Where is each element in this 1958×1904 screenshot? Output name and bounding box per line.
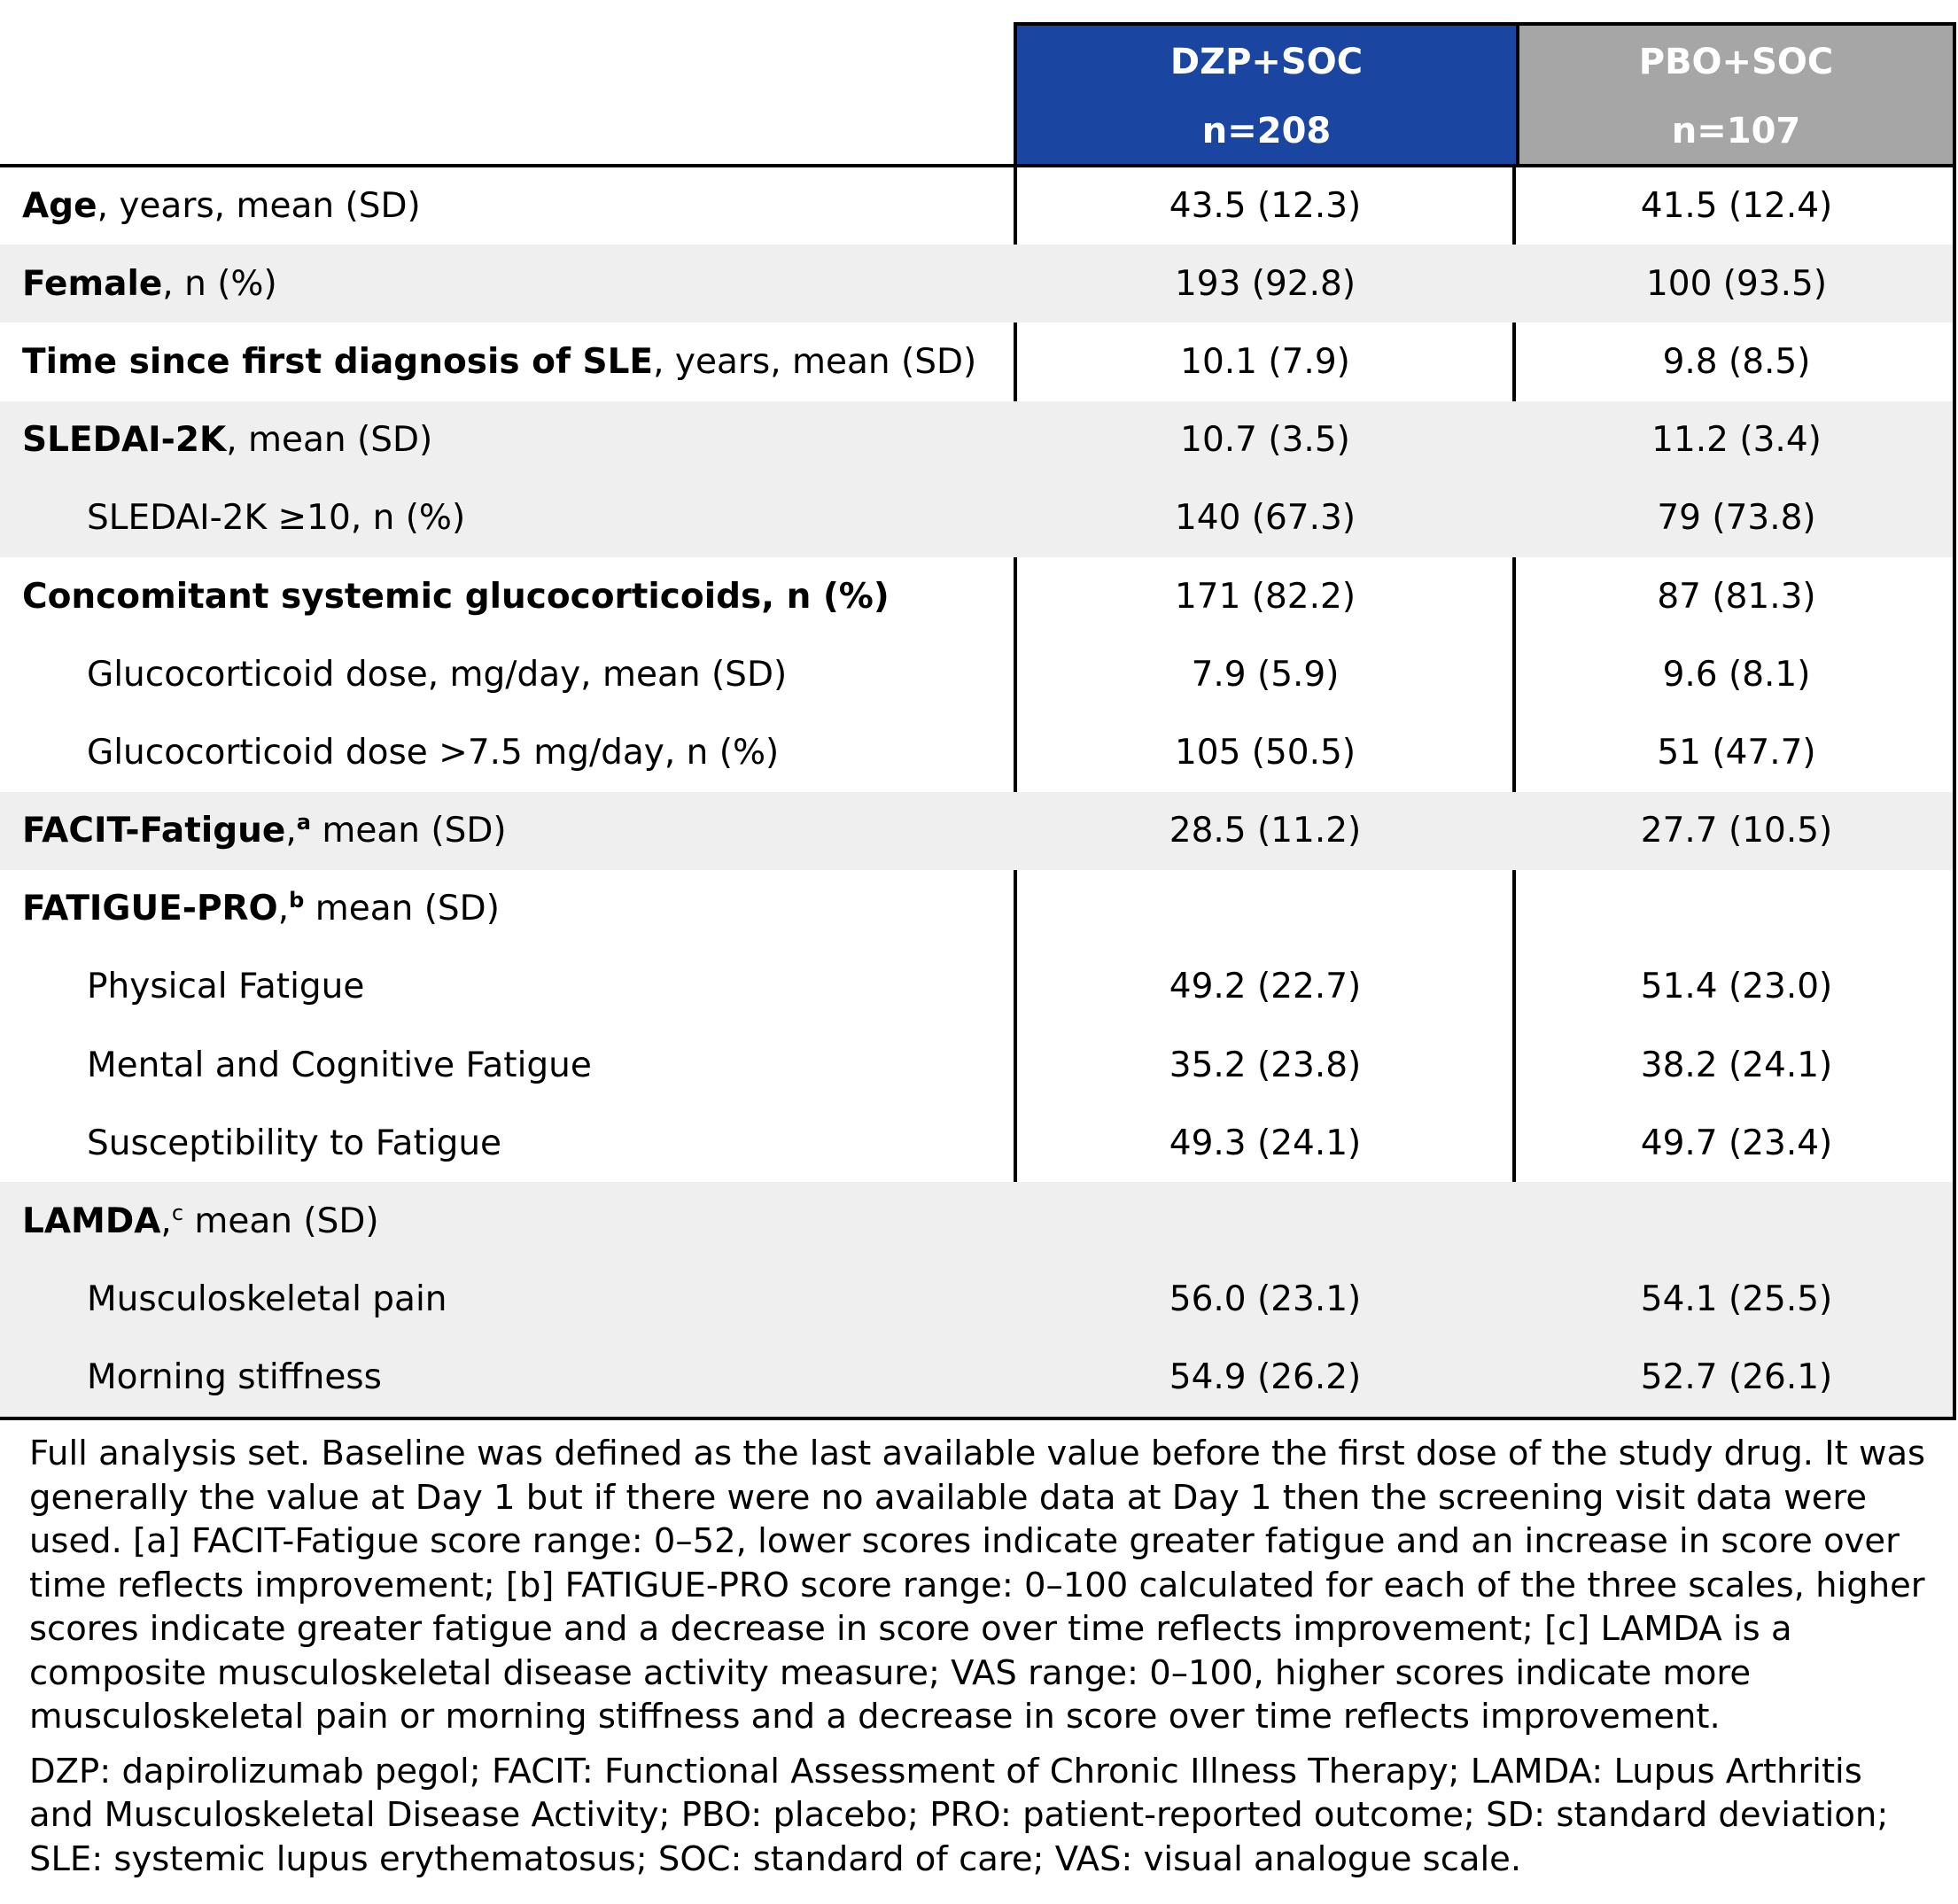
row-label: FATIGUE-PRO,$^b$ mean (SD) [22,888,500,929]
pbo-value: 51.4 (23.0) [1640,967,1833,1007]
row-label [22,342,976,382]
table-row [0,948,1953,1026]
row-label-detail: , mean (SD) [226,420,433,461]
row-label-bold: Age [22,185,97,226]
row-label-bold: SLEDAI-2K [22,420,227,461]
table-row [0,479,1953,557]
header-pbo-title: PBO+SOC [1638,41,1834,82]
row-label [22,420,432,460]
row-label: Glucocorticoid dose >7.5 mg/day, n (%) [87,732,780,773]
table-row [0,1261,1953,1339]
table-row [0,1339,1953,1417]
row-label: Glucocorticoid dose, mg/day, mean (SD) [87,654,788,695]
header-dzp-title: DZP+SOC [1169,41,1364,82]
footnote-main: Full analysis set. Baseline was defined as the last available value before the first dose of the study drug. It was generally the value at Day 1 but if there were no available data at Day 1 then the screening visit data were used. [a] FACIT-Fatigue score range: 0–52, lower scores indicate greater fatigue and an increase in score over time reflects improvement; [b] FATIGUE-PRO score range: 0–100 calculated for each of the three scales, higher scores indicate greater fatigue and a decrease in score over time reflects improvement; [c] LAMDA is a composite musculoskeletal disease activity measure; VAS range: 0–100, higher scores indicate more musculoskeletal pain or morning stiffness and a decrease in score over time reflects improvement. [29,1434,1926,1737]
row-label [22,186,421,226]
dzp-value: 10.1 (7.9) [1180,341,1350,382]
row-label-bold: Time since first diagnosis of SLE [22,341,654,382]
dzp-value: 43.5 (12.3) [1169,185,1362,226]
header-pbo-n: n=107 [1671,110,1801,152]
table-row [0,167,1953,245]
baseline-characteristics-table [0,22,1956,1420]
row-label-detail: mean (SD) [310,811,507,851]
row-label: SLEDAI-2K ≥10, n (%) [87,498,466,539]
footnote-marker: c [171,1201,184,1226]
footnote-marker: b [289,888,305,913]
header-dzp-n: n=208 [1201,110,1332,152]
dzp-value: 56.0 (23.1) [1169,1279,1362,1320]
pbo-value: 54.1 (25.5) [1640,1279,1833,1320]
row-label: FACIT-Fatigue,$^a$ mean (SD) [22,810,507,851]
pbo-value: 27.7 (10.5) [1640,811,1833,851]
row-label-bold: Concomitant systemic glucocorticoids, n (%) [22,576,890,617]
dzp-value: 171 (82.2) [1174,576,1356,617]
pbo-value: 41.5 (12.4) [1640,185,1833,226]
row-label: LAMDA,$^c$ mean (SD) [22,1201,379,1242]
row-label-bold: FATIGUE-PRO [22,889,278,929]
dzp-value: 49.2 (22.7) [1169,967,1362,1007]
header-pbo-soc [1516,22,1956,167]
row-label: Morning stiffness [87,1357,382,1398]
pbo-value: 49.7 (23.4) [1640,1123,1833,1163]
pbo-value: 51 (47.7) [1657,732,1816,773]
row-label-bold: Female [22,263,163,304]
pbo-value: 9.6 (8.1) [1662,654,1811,695]
table-row [0,1026,1953,1104]
dzp-value: 54.9 (26.2) [1169,1357,1362,1398]
dzp-value: 35.2 (23.8) [1169,1045,1362,1085]
row-label-detail: mean (SD) [183,1201,379,1242]
table-row [0,870,1953,948]
table-footnotes [29,1432,1934,1881]
row-label-detail: , years, mean (SD) [97,185,421,226]
dzp-value: 193 (92.8) [1174,263,1356,304]
table-body [0,167,1956,1420]
table-row [0,792,1953,870]
pbo-value: 11.2 (3.4) [1651,420,1822,461]
pbo-value: 9.8 (8.5) [1662,341,1811,382]
pbo-value: 38.2 (24.1) [1640,1045,1833,1085]
row-label [22,264,277,304]
table-row [0,713,1953,791]
row-label-detail: , years, mean (SD) [653,341,977,382]
row-label-detail: mean (SD) [304,889,500,929]
row-label: Mental and Cognitive Fatigue [87,1045,592,1085]
pbo-value: 79 (73.8) [1657,498,1816,539]
pbo-value: 87 (81.3) [1657,576,1816,617]
footnote-marker: a [296,810,311,835]
footnote-abbreviations: DZP: dapirolizumab pegol; FACIT: Functional Assessment of Chronic Illness Therapy; LAMDA: Lupus Arthritis and Musculoskeletal Disease Activity; PBO: placebo; PRO: patient-reported outcome; SD: standard deviation; SLE: systemic lupus erythematosus; SOC: standard of care; VAS: visual analogue scale. [29,1751,1889,1879]
dzp-value: 49.3 (24.1) [1169,1123,1362,1163]
dzp-value: 28.5 (11.2) [1169,811,1362,851]
table-header [0,22,1956,167]
row-label: Musculoskeletal pain [87,1279,447,1320]
row-label-detail: , n (%) [162,263,277,304]
pbo-value: 100 (93.5) [1645,263,1828,304]
table-row [0,245,1953,323]
row-label: Physical Fatigue [87,967,365,1007]
row-label: Susceptibility to Fatigue [87,1123,502,1163]
table-row [0,323,1953,400]
row-label-bold: LAMDA [22,1201,161,1242]
dzp-value: 140 (67.3) [1174,498,1356,539]
row-label-bold: FACIT-Fatigue [22,811,286,851]
table-row [0,557,1953,635]
dzp-value: 105 (50.5) [1174,732,1356,773]
table-row [0,1182,1953,1260]
pbo-value: 52.7 (26.1) [1640,1357,1833,1398]
table-row [0,1104,1953,1182]
row-label [22,577,890,617]
dzp-value: 10.7 (3.5) [1180,420,1350,461]
dzp-value: 7.9 (5.9) [1191,654,1340,695]
table-row [0,635,1953,713]
table-row [0,401,1953,479]
header-dzp-soc [1014,22,1516,167]
